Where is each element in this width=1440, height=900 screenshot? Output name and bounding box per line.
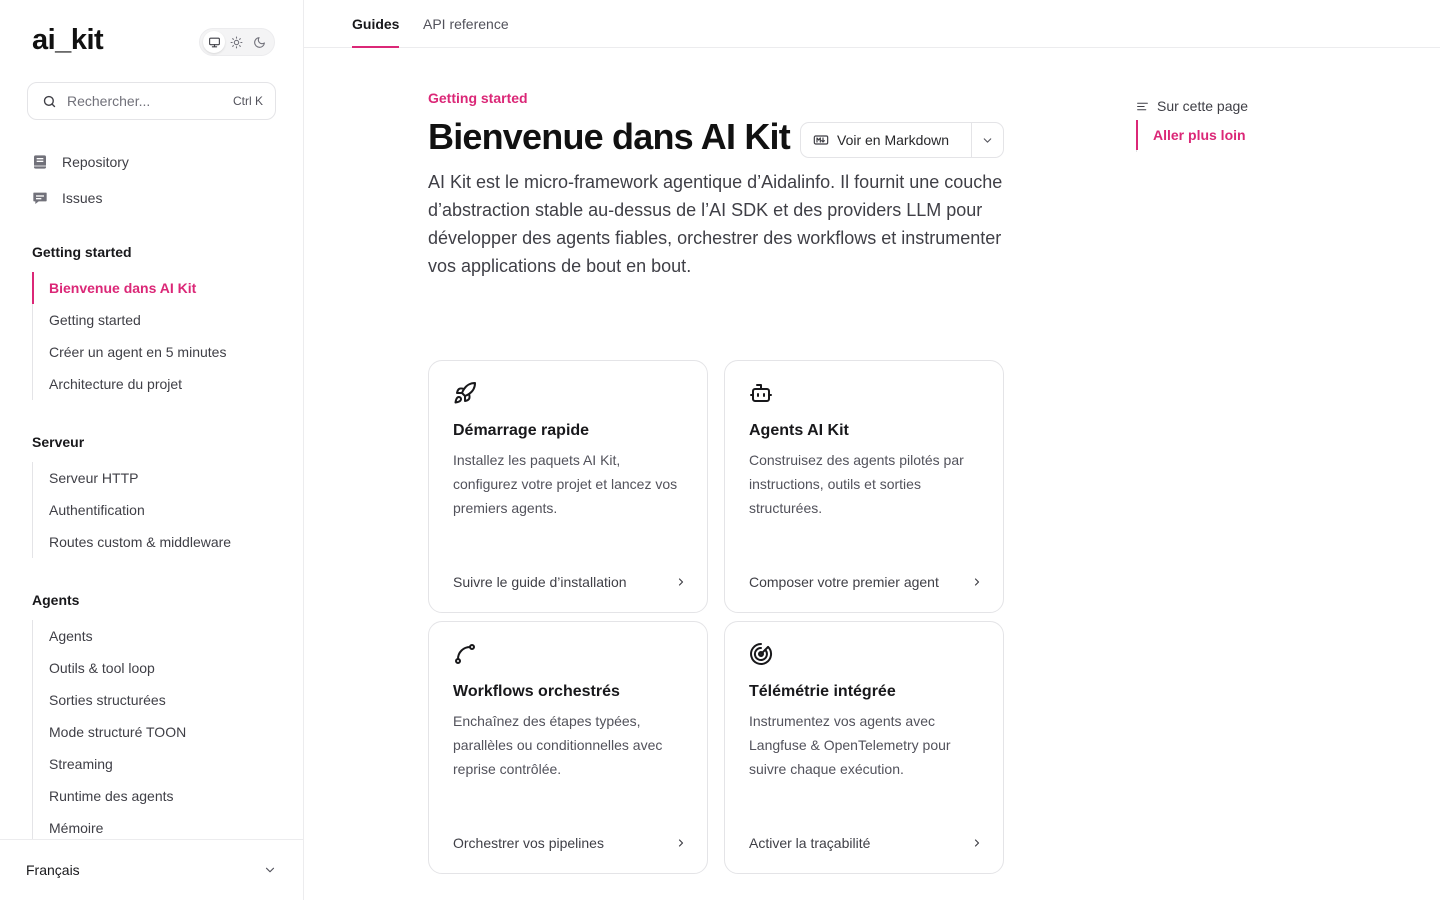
nav-item-streaming[interactable]: Streaming <box>49 756 113 772</box>
theme-switch <box>199 28 275 56</box>
chevron-right-icon <box>971 837 983 849</box>
card-telemetrie-integree[interactable] <box>724 621 1004 874</box>
card-link[interactable] <box>453 835 687 851</box>
nav-item-creer-agent[interactable]: Créer un agent en 5 minutes <box>49 344 227 360</box>
tab-api-reference[interactable]: API reference <box>423 16 509 32</box>
markdown-options-button[interactable] <box>971 123 1003 157</box>
logo[interactable]: ai_kit <box>32 24 104 56</box>
card-desc: Construisez des agents pilotés par instructions, outils et sorties structurées. <box>749 452 964 516</box>
nav-item-architecture[interactable]: Architecture du projet <box>49 376 183 392</box>
toc-list <box>1136 120 1246 152</box>
markdown-button-group <box>800 122 1004 158</box>
toc-title <box>1136 98 1248 114</box>
card-desc: Enchaînez des étapes typées, parallèles ou conditionnelles avec reprise contrôlée. <box>453 713 663 777</box>
sidebar <box>0 0 304 900</box>
nav-group-title: Agents <box>32 592 80 608</box>
card-title: Démarrage rapide <box>453 422 590 439</box>
toc-item-aller-plus-loin[interactable]: Aller plus loin <box>1137 120 1246 150</box>
nav-group-getting-started <box>32 272 282 400</box>
message-icon <box>32 190 48 206</box>
card-title: Agents AI Kit <box>749 422 849 439</box>
nav-group-title: Serveur <box>32 434 85 450</box>
nav-item-routes-custom[interactable]: Routes custom & middleware <box>49 534 232 550</box>
nav-item-outils[interactable]: Outils & tool loop <box>49 660 155 676</box>
search-shortcut: Ctrl K <box>233 94 263 108</box>
card-link-label: Activer la traçabilité <box>749 835 871 851</box>
sidebar-link-label: Issues <box>62 190 103 206</box>
card-demarrage-rapide[interactable] <box>428 360 708 613</box>
markdown-icon <box>813 132 829 148</box>
nav-group-serveur <box>32 462 282 558</box>
nav-group-agents <box>32 620 282 844</box>
card-desc: Installez les paquets AI Kit, configurez votre projet et lancez vos premiers agents. <box>453 452 678 516</box>
card-link[interactable] <box>749 835 983 851</box>
bot-icon <box>749 381 773 405</box>
chevron-right-icon <box>971 576 983 588</box>
nav-item-getting-started[interactable]: Getting started <box>49 312 141 328</box>
card-title: Télémétrie intégrée <box>749 683 896 700</box>
search-input[interactable] <box>27 82 276 120</box>
nav-item-bienvenue[interactable]: Bienvenue dans AI Kit <box>33 272 282 304</box>
nav-item-memoire[interactable]: Mémoire <box>49 820 104 836</box>
rocket-icon <box>453 381 477 405</box>
list-icon <box>1136 100 1149 113</box>
page-eyebrow[interactable]: Getting started <box>428 90 528 106</box>
tab-guides[interactable]: Guides <box>352 0 399 48</box>
card-link[interactable] <box>749 574 983 590</box>
toc-title-label: Sur cette page <box>1157 98 1249 114</box>
card-workflows-orchestres[interactable] <box>428 621 708 874</box>
top-tabs <box>304 0 1440 48</box>
nav-item-agents[interactable]: Agents <box>49 628 93 644</box>
monitor-icon[interactable] <box>203 31 225 53</box>
nav-item-serveur-http[interactable]: Serveur HTTP <box>49 470 139 486</box>
nav-item-authentification[interactable]: Authentification <box>49 502 145 518</box>
search-icon <box>42 94 57 109</box>
chevron-down-icon <box>981 134 994 147</box>
sidebar-link-repository[interactable] <box>32 150 129 174</box>
sun-icon[interactable] <box>226 31 248 53</box>
view-markdown-button[interactable] <box>801 123 971 157</box>
card-title: Workflows orchestrés <box>453 683 620 700</box>
view-markdown-label: Voir en Markdown <box>837 132 950 148</box>
nav-group-title: Getting started <box>32 244 132 260</box>
page-title: Bienvenue dans AI Kit <box>428 116 790 157</box>
nav-item-sorties[interactable]: Sorties structurées <box>49 692 166 708</box>
language-label: Français <box>26 862 80 878</box>
sidebar-link-issues[interactable] <box>32 186 102 210</box>
nav-item-toon[interactable]: Mode structuré TOON <box>49 724 187 740</box>
nav-item-runtime[interactable]: Runtime des agents <box>49 788 174 804</box>
page-lead: AI Kit est le micro-framework agentique d’Aidalinfo. Il fournit une couche d’abstraction stable au-dessus de l’AI SDK et des providers LLM pour développer des agents fiables, orchestrer des workflows et instrumenter vos applications de bout en bout. <box>428 172 1003 276</box>
chevron-down-icon <box>263 863 277 877</box>
radar-icon <box>749 642 773 666</box>
card-link-label: Composer votre premier agent <box>749 574 939 590</box>
chevron-right-icon <box>675 837 687 849</box>
book-icon <box>32 154 48 170</box>
language-select[interactable] <box>0 839 303 900</box>
search-placeholder: Rechercher... <box>67 93 151 109</box>
sidebar-link-label: Repository <box>62 154 129 170</box>
card-link-label: Suivre le guide d’installation <box>453 574 627 590</box>
card-link[interactable] <box>453 574 687 590</box>
card-desc: Instrumentez vos agents avec Langfuse & OpenTelemetry pour suivre chaque exécution. <box>749 713 951 777</box>
moon-icon[interactable] <box>249 31 271 53</box>
card-agents-ai-kit[interactable] <box>724 360 1004 613</box>
chevron-right-icon <box>675 576 687 588</box>
spline-icon <box>453 642 477 666</box>
card-link-label: Orchestrer vos pipelines <box>453 835 604 851</box>
